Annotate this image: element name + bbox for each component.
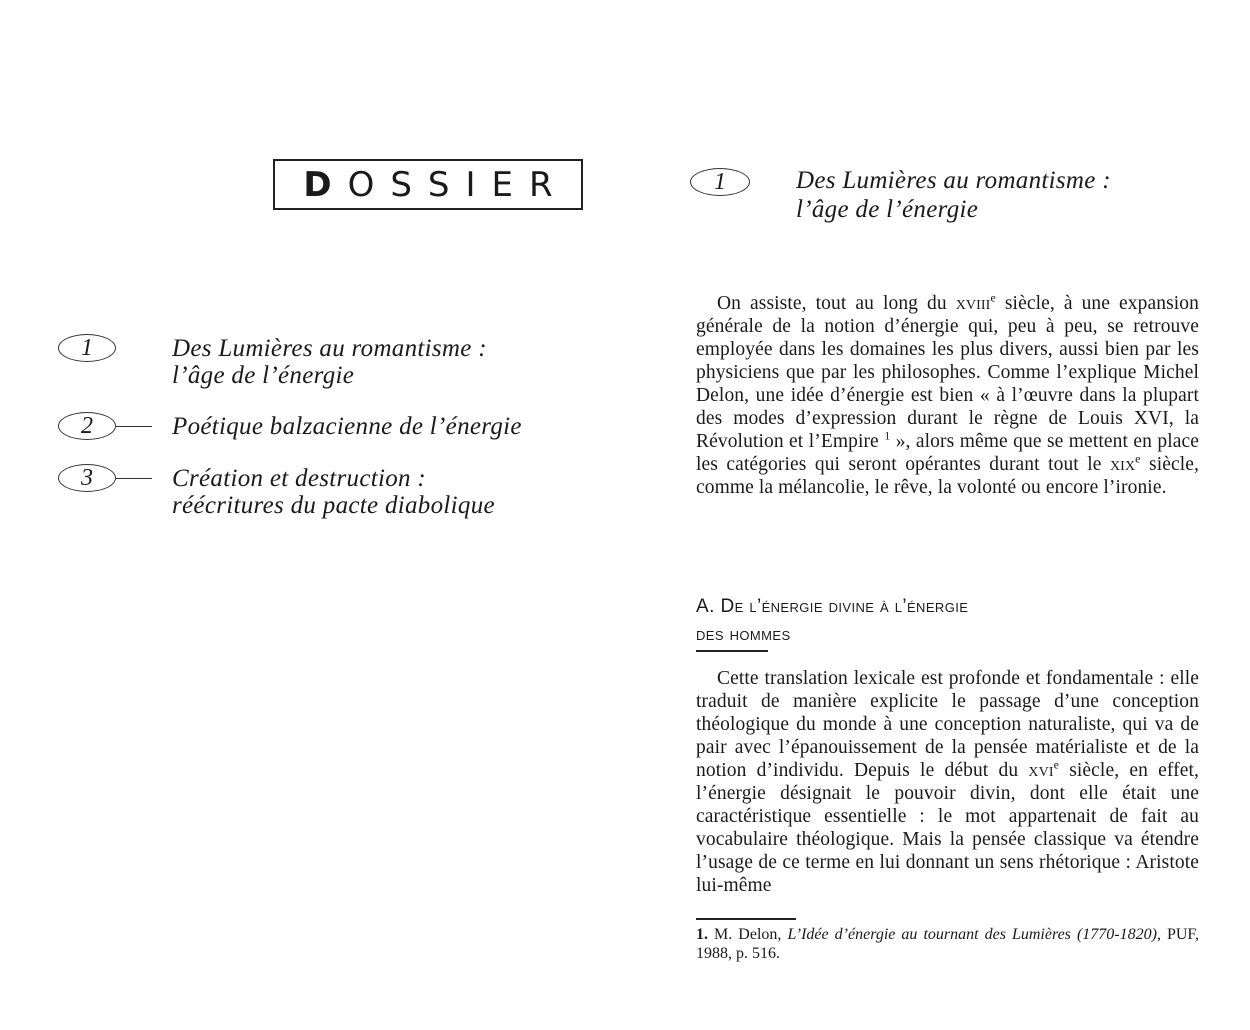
superscript: e: [990, 290, 996, 305]
toc-title: Poétique balzacienne de l’énergie: [172, 413, 522, 440]
section-letter: A.: [696, 596, 715, 617]
text-run: », alors même que se mettent en place les catégories qui seront opérantes durant tout le: [696, 431, 1199, 475]
toc-connector-line: [116, 478, 152, 479]
century-numeral: xviii: [955, 293, 991, 314]
body-paragraph-1: [696, 292, 1199, 499]
chapter-title: Des Lumières au romantisme : l’âge de l’énergie: [796, 167, 1111, 223]
dossier-first-letter: D: [303, 164, 348, 205]
footnote-rest: , PUF, 1988, p. 516.: [696, 926, 1200, 962]
section-underline: [696, 650, 768, 652]
toc-title: Création et destruction : réécritures du pacte diabolique: [172, 465, 495, 519]
dossier-header: [273, 159, 583, 210]
text-run: siècle, comme la mélancolie, le rêve, la volonté ou encore l’ironie.: [696, 454, 1199, 498]
text-run: On assiste, tout au long du: [717, 293, 956, 314]
superscript: e: [1053, 757, 1060, 772]
footnote-number: 1.: [696, 926, 708, 943]
section-title-line-2: des hommes: [696, 624, 791, 645]
footnote-title: L’Idée d’énergie au tournant des Lumières (1770-1820): [787, 926, 1157, 943]
body-paragraph-2: [696, 667, 1199, 897]
toc-title: Des Lumières au romantisme : l’âge de l’énergie: [172, 335, 487, 389]
century-numeral: xvi: [1028, 760, 1054, 781]
text-run: Cette translation lexicale est profonde et fondamentale : elle traduit de manière explicite le passage d’une conception théologique du monde à une conception naturaliste, qui va de pair avec l’épanouissement de la pensée matérialiste et de la notion d’individu. Depuis le début du: [696, 668, 1199, 781]
footnote-author: M. Delon,: [714, 926, 782, 943]
toc-number-badge: 1: [58, 334, 116, 362]
section-title-line-1: De l’énergie divine à l’énergie: [720, 596, 969, 617]
toc-number-badge: 2: [58, 412, 116, 440]
section-heading: [696, 593, 1199, 649]
superscript: e: [1135, 451, 1141, 466]
toc-connector-line: [116, 426, 152, 427]
footnote-separator: [696, 918, 796, 920]
footnote: [696, 925, 1199, 963]
chapter-number-badge: 1: [690, 168, 750, 196]
text-run: siècle, en effet, l’énergie désignait le pouvoir divin, dont elle était une caractéristique essentielle : le mot appartenait de fait au vocabulaire théologique. Mais la pensée classique va étendre l’usage de ce terme en lui donnant un sens rhétorique : Aristote lui-même: [696, 760, 1199, 896]
century-numeral: xix: [1109, 454, 1136, 475]
text-run: siècle, à une expansion générale de la notion d’énergie qui, peu à peu, se retrouve employée dans les domaines les plus divers, aussi bien par les physiciens que par les philosophes. Comme l’explique Michel Delon, une idée d’énergie est bien « à l’œuvre dans la plupart des modes d’expression durant le règne de Louis XVI, la Révolution et l’Empire: [696, 293, 1200, 452]
toc-number-badge: 3: [58, 464, 116, 492]
footnote-reference[interactable]: 1: [884, 428, 891, 443]
dossier-rest: OSSIER: [347, 164, 569, 205]
